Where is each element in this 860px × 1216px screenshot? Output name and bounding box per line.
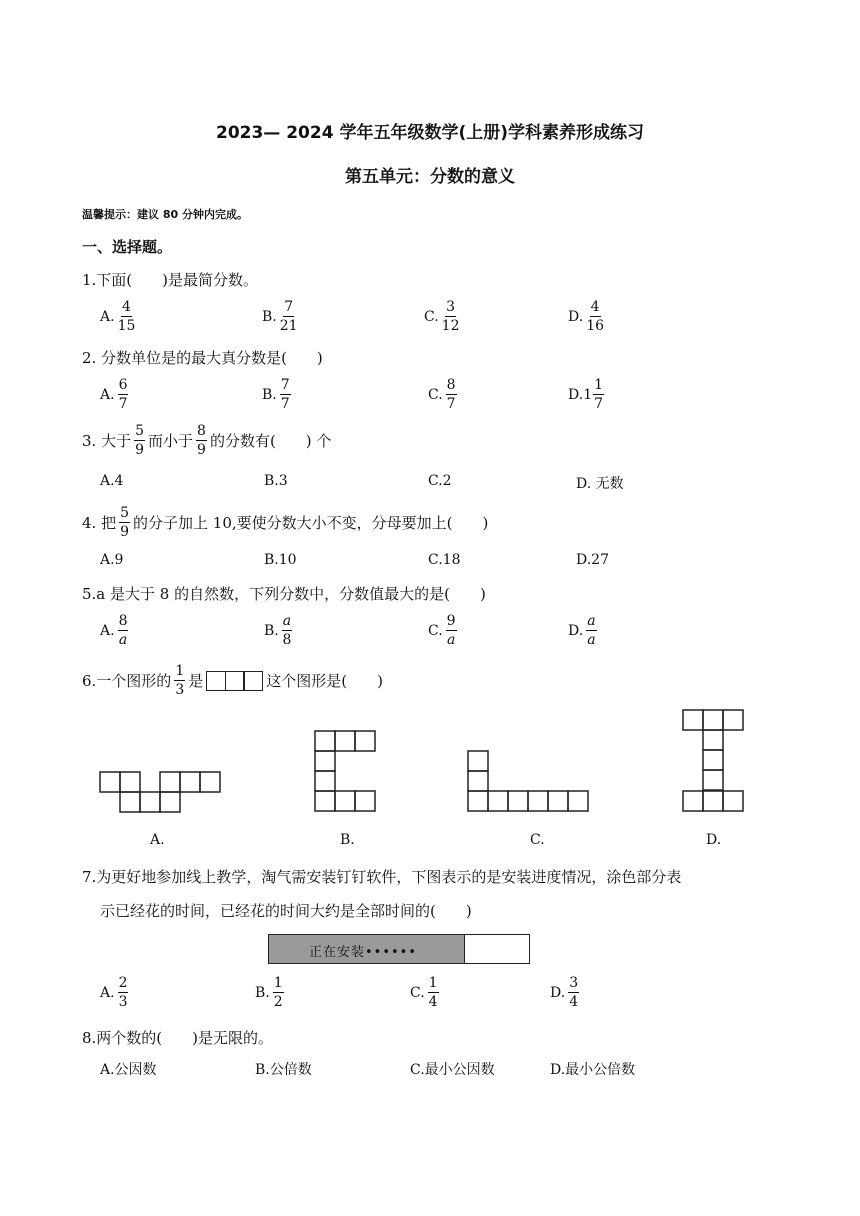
q2-option-d[interactable] <box>568 378 607 411</box>
denominator: a <box>587 632 596 648</box>
q3-option-d[interactable]: D. 无数 <box>576 476 624 492</box>
page-title: 2023— 2024 学年五年级数学(上册)学科素养形成练习 <box>215 123 644 143</box>
question-4-text <box>82 506 488 539</box>
q7-option-b[interactable] <box>255 976 287 1009</box>
denominator: 9 <box>197 442 206 458</box>
time-tip: 温馨提示：建议 80 分钟内完成。 <box>82 208 248 221</box>
option-prefix: C. <box>410 984 425 1001</box>
option-prefix: D. <box>550 984 566 1001</box>
numerator: 4 <box>590 299 600 315</box>
q4-option-d[interactable]: D.27 <box>576 552 609 568</box>
option-prefix: A. <box>100 622 115 639</box>
q2-option-c[interactable] <box>428 378 460 411</box>
numerator: 8 <box>197 423 206 439</box>
numerator: 2 <box>118 975 128 991</box>
q6-text-post: 这个图形是( ) <box>266 671 383 690</box>
q6-figures <box>0 700 860 860</box>
q6-text-pre: 6.一个图形的 <box>82 671 172 690</box>
q4-option-c[interactable]: C.18 <box>428 552 461 568</box>
q5-option-c[interactable] <box>428 614 460 647</box>
question-7-text-line2: 示已经花的时间，已经花的时间大约是全部时间的( ) <box>100 902 472 920</box>
denominator: 4 <box>428 994 438 1010</box>
denominator: 2 <box>273 994 283 1010</box>
denominator: 7 <box>446 396 456 412</box>
denominator: 9 <box>135 442 145 458</box>
figure-d <box>683 710 743 811</box>
q3-option-a[interactable]: A.4 <box>100 473 124 489</box>
numerator: 1 <box>175 663 185 679</box>
option-prefix: C. <box>428 622 443 639</box>
q3-text-mid: 而小于 <box>148 431 194 450</box>
numerator: 5 <box>135 423 145 439</box>
numerator: 7 <box>280 377 290 393</box>
q3-option-c[interactable]: C.2 <box>428 473 452 489</box>
q1-option-a[interactable] <box>100 300 138 333</box>
denominator: 3 <box>118 994 128 1010</box>
option-prefix: B. <box>262 386 277 403</box>
option-prefix: A. <box>100 308 115 325</box>
numerator: a <box>282 613 292 629</box>
q4-text-pre: 4. 把 <box>82 513 117 532</box>
question-3-text <box>82 424 331 457</box>
q8-option-b[interactable]: B.公倍数 <box>255 1062 312 1078</box>
question-7-text-line1: 7.为更好地参加线上教学，淘气需安装钉钉软件，下图表示的是安装进度情况，涂色部分表 <box>82 868 682 886</box>
q3-option-b[interactable]: B.3 <box>264 473 288 489</box>
q8-option-d[interactable]: D.最小公倍数 <box>550 1062 636 1078</box>
numerator: 1 <box>594 377 604 393</box>
denominator: 4 <box>569 994 579 1010</box>
three-squares-figure <box>206 671 263 691</box>
q5-option-b[interactable] <box>264 614 295 647</box>
q8-option-c[interactable]: C.最小公因数 <box>410 1062 495 1078</box>
figure-d-label[interactable]: D. <box>706 832 722 848</box>
denominator: 21 <box>279 318 298 334</box>
q4-text-post: 的分子加上 10,要使分数大小不变，分母要加上( ) <box>133 513 489 532</box>
install-progress-bar <box>268 934 530 964</box>
figure-a-label[interactable]: A. <box>150 832 165 848</box>
progress-label: 正在安装•••••• <box>309 945 418 960</box>
denominator: 3 <box>175 682 185 698</box>
option-prefix: C. <box>424 308 439 325</box>
q4-option-a[interactable]: A.9 <box>100 552 124 568</box>
whole-number: 1 <box>583 386 593 403</box>
denominator: 16 <box>586 318 605 334</box>
option-prefix: C. <box>428 386 443 403</box>
q8-option-a[interactable]: A.公因数 <box>100 1062 157 1078</box>
denominator: a <box>118 632 128 648</box>
denominator: a <box>446 632 456 648</box>
question-2-text: 2. 分数单位是的最大真分数是( ) <box>82 349 323 367</box>
denominator: 12 <box>441 318 460 334</box>
numerator: 3 <box>569 975 579 991</box>
q1-option-d[interactable] <box>568 300 607 333</box>
question-6-text <box>82 664 383 697</box>
denominator: 8 <box>282 632 292 648</box>
question-5-text: 5.a 是大于 8 的自然数，下列分数中，分数值最大的是( ) <box>82 585 486 603</box>
unit-subtitle: 第五单元：分数的意义 <box>345 167 515 187</box>
numerator: 8 <box>118 613 128 629</box>
numerator: 3 <box>446 299 456 315</box>
option-prefix: B. <box>264 622 279 639</box>
numerator: 4 <box>122 299 131 315</box>
numerator: a <box>587 613 596 629</box>
q2-option-b[interactable] <box>262 378 294 411</box>
section-title: 一、选择题。 <box>82 238 173 256</box>
numerator: 1 <box>428 975 438 991</box>
option-prefix: A. <box>100 386 115 403</box>
q4-option-b[interactable]: B.10 <box>264 552 297 568</box>
numerator: 5 <box>120 505 130 521</box>
numerator: 8 <box>446 377 456 393</box>
figure-c <box>468 751 588 811</box>
option-prefix: D. <box>568 386 584 403</box>
q7-option-c[interactable] <box>410 976 442 1009</box>
question-1-text: 1.下面( )是最简分数。 <box>82 271 259 289</box>
q1-option-b[interactable] <box>262 300 301 333</box>
question-8-text: 8.两个数的( )是无限的。 <box>82 1029 274 1047</box>
q3-text-post: 的分数有( ) 个 <box>209 431 332 450</box>
option-prefix: D. <box>568 622 584 639</box>
figure-c-label[interactable]: C. <box>530 832 545 848</box>
denominator: 7 <box>280 396 290 412</box>
figure-b <box>315 731 375 811</box>
q6-text-mid: 是 <box>188 671 204 690</box>
q3-text-pre: 3. 大于 <box>82 431 132 450</box>
denominator: 7 <box>594 396 604 412</box>
numerator: 7 <box>284 299 294 315</box>
option-prefix: B. <box>255 984 270 1001</box>
option-prefix: D. <box>568 308 584 325</box>
q7-option-a[interactable] <box>100 976 131 1009</box>
option-prefix: B. <box>262 308 277 325</box>
numerator: 6 <box>118 377 128 393</box>
denominator: 7 <box>118 396 128 412</box>
denominator: 15 <box>117 318 136 334</box>
numerator: 1 <box>273 975 283 991</box>
q5-option-a[interactable] <box>100 614 131 647</box>
q5-option-d[interactable] <box>568 614 600 647</box>
figure-a <box>100 772 220 812</box>
numerator: 9 <box>446 613 456 629</box>
option-prefix: A. <box>100 984 115 1001</box>
figure-b-label[interactable]: B. <box>340 832 355 848</box>
q2-option-a[interactable] <box>100 378 131 411</box>
q1-option-c[interactable] <box>424 300 463 333</box>
q7-option-d[interactable] <box>550 976 582 1009</box>
denominator: 9 <box>120 524 130 540</box>
